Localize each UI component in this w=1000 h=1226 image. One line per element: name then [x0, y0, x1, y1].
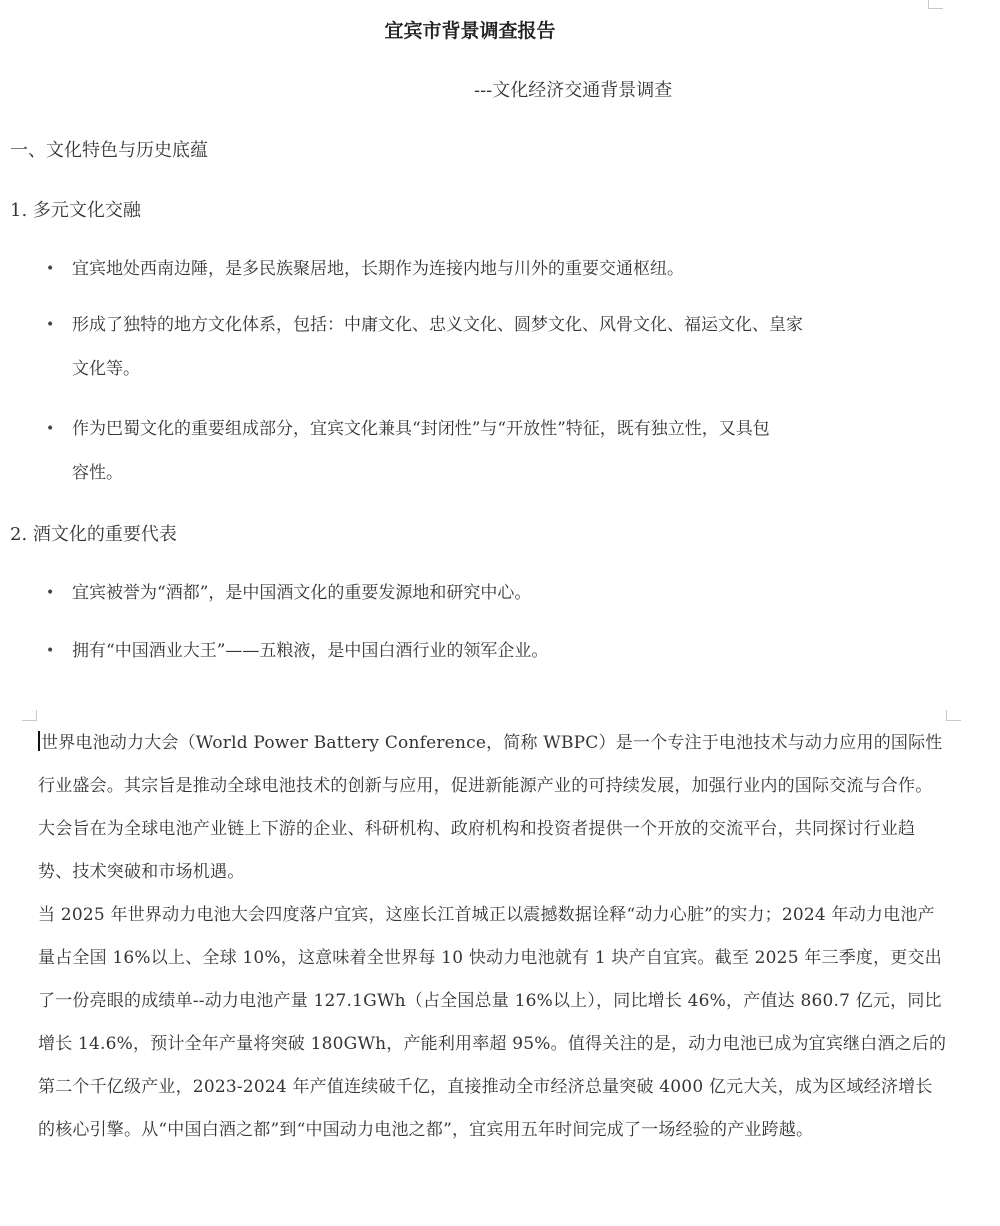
page-corner-mark-mid-right [946, 710, 961, 721]
page-corner-mark-top-right [928, 0, 943, 9]
bullet-text: 宜宾地处西南边陲，是多民族聚居地，长期作为连接内地与川外的重要交通枢纽。 [72, 259, 684, 279]
document-subtitle: ---文化经济交通背景调查 [474, 80, 673, 101]
subsection-heading-liquor-culture: 2. 酒文化的重要代表 [10, 524, 177, 545]
paragraph-text: 世界电池动力大会（World Power Battery Conference，简称 WBPC）是一个专注于电池技术与动力应用的国际性行业盛会。其宗旨是推动全球电池技术的创新与应用，促进新能源产业的可持续发展，加强行业内的国际交流与合作。大会旨在为全球电池产业链上下游的企业、科研机构、政府机构和投资者提供一个开放的交流平台，共同探讨行业趋势、技术突破和市场机遇。 [38, 733, 943, 882]
bullet-icon: • [46, 261, 55, 277]
bullet-text: 形成了独特的地方文化体系，包括：中庸文化、忠义文化、圆梦文化、风骨文化、福运文化、皇家 [72, 315, 803, 335]
bullet-text-continuation: 容性。 [72, 463, 123, 483]
document-title: 宜宾市背景调查报告 [384, 20, 556, 42]
bullet-icon: • [46, 643, 55, 659]
bullet-text: 作为巴蜀文化的重要组成部分，宜宾文化兼具“封闭性”与“开放性”特征，既有独立性，又具包 [72, 419, 770, 439]
bullet-text: 拥有“中国酒业大王”——五粮液，是中国白酒行业的领军企业。 [72, 641, 549, 661]
bullet-icon: • [46, 421, 55, 437]
bullet-item [46, 628, 549, 674]
bullet-icon: • [46, 585, 55, 601]
subsection-heading-multicultural: 1. 多元文化交融 [10, 200, 141, 221]
bullet-text-continuation: 文化等。 [72, 359, 140, 379]
page-corner-mark-mid-left [22, 710, 37, 721]
bullet-item [46, 302, 803, 348]
paragraph-wbpc-intro[interactable] [38, 722, 948, 894]
text-cursor [38, 731, 40, 751]
bullet-icon: • [46, 317, 55, 333]
bullet-item [46, 406, 770, 452]
paragraph-battery-industry[interactable]: 当 2025 年世界动力电池大会四度落户宜宾，这座长江首城正以震撼数据诠释“动力心脏”的实力；2024 年动力电池产量占全国 16%以上、全球 10%，这意味着全世界每 10 快动力电池就有 1 块产自宜宾。截至 2025 年三季度，更交出了一份亮眼的成绩单--动力电池产量 127.1GWh（占全国总量 16%以上），同比增长 46%，产值达 860.7 亿元，同比增长 14.6%，预计全年产量将突破 180GWh，产能利用率超 95%。值得关注的是，动力电池已成为宜宾继白酒之后的第二个千亿级产业，2023-2024 年产值连续破千亿，直接推动全市经济总量突破 4000 亿元大关，成为区域经济增长的核心引擎。从“中国白酒之都”到“中国动力电池之都”，宜宾用五年时间完成了一场经验的产业跨越。 [38, 905, 947, 1140]
section-heading-culture: 一、文化特色与历史底蕴 [10, 140, 208, 161]
bullet-item [46, 570, 532, 616]
bullet-text: 宜宾被誉为“酒都”，是中国酒文化的重要发源地和研究中心。 [72, 583, 532, 603]
bullet-item [46, 246, 684, 292]
